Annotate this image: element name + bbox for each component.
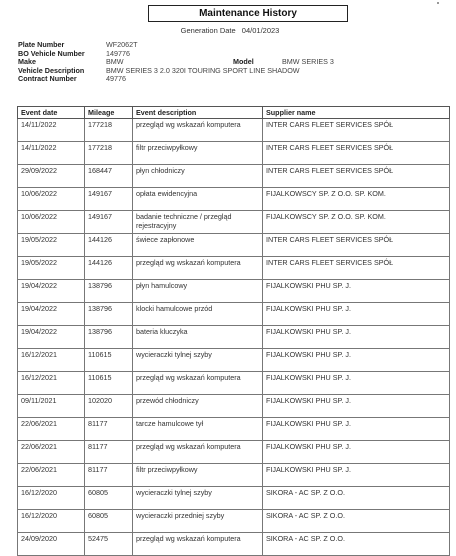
cell-mileage: 168447 [85, 165, 133, 188]
cell-supplier-name: INTER CARS FLEET SERVICES SPÓŁ [263, 142, 450, 165]
header-mileage: Mileage [85, 107, 133, 119]
table-row [18, 234, 450, 257]
generation-date-label: Generation Date [180, 26, 236, 35]
contract-value: 49776 [106, 74, 126, 83]
cell-event-description: bateria kluczyka [133, 326, 263, 349]
table-row [18, 487, 450, 510]
table-row [18, 464, 450, 487]
table-row [18, 349, 450, 372]
cell-mileage: 102020 [85, 395, 133, 418]
cell-supplier-name: FIJALKOWSKI PHU SP. J. [263, 349, 450, 372]
table-row [18, 326, 450, 349]
cell-mileage: 110615 [85, 372, 133, 395]
cell-event-description: przegląd wg wskazań komputera [133, 372, 263, 395]
cell-supplier-name: FIJALKOWSCY SP. Z O.O. SP. KOM. [263, 211, 450, 234]
cell-event-description: płyn hamulcowy [133, 280, 263, 303]
cell-event-date: 24/09/2020 [18, 533, 85, 556]
cell-supplier-name: FIJALKOWSCY SP. Z O.O. SP. KOM. [263, 188, 450, 211]
cell-event-date: 29/09/2022 [18, 165, 85, 188]
cell-mileage: 138796 [85, 280, 133, 303]
table-row [18, 257, 450, 280]
cell-event-date: 10/06/2022 [18, 188, 85, 211]
table-row [18, 119, 450, 142]
cell-mileage: 52475 [85, 533, 133, 556]
cell-event-description: przegląd wg wskazań komputera [133, 257, 263, 280]
make-value: BMW [106, 57, 124, 66]
cell-event-description: opłata ewidencyjna [133, 188, 263, 211]
cell-event-date: 16/12/2021 [18, 372, 85, 395]
table-row [18, 280, 450, 303]
cell-supplier-name: SIKORA - AC SP. Z O.O. [263, 487, 450, 510]
cell-supplier-name: FIJALKOWSKI PHU SP. J. [263, 464, 450, 487]
table-row [18, 303, 450, 326]
cell-event-date: 10/06/2022 [18, 211, 85, 234]
cell-mileage: 138796 [85, 326, 133, 349]
cell-event-date: 22/06/2021 [18, 464, 85, 487]
scan-speck [437, 2, 439, 4]
table-row [18, 188, 450, 211]
page-title: Maintenance History [148, 5, 348, 22]
cell-event-date: 19/04/2022 [18, 326, 85, 349]
maintenance-table [17, 106, 450, 556]
cell-supplier-name: FIJALKOWSKI PHU SP. J. [263, 395, 450, 418]
cell-supplier-name: INTER CARS FLEET SERVICES SPÓŁ [263, 165, 450, 188]
cell-event-date: 22/06/2021 [18, 441, 85, 464]
cell-event-description: wycieraczki tylnej szyby [133, 487, 263, 510]
cell-event-date: 19/04/2022 [18, 303, 85, 326]
cell-mileage: 81177 [85, 441, 133, 464]
cell-mileage: 138796 [85, 303, 133, 326]
cell-event-date: 16/12/2021 [18, 349, 85, 372]
cell-mileage: 81177 [85, 464, 133, 487]
plate-value: WF2062T [106, 40, 138, 49]
cell-supplier-name: INTER CARS FLEET SERVICES SPÓŁ [263, 119, 450, 142]
cell-supplier-name: FIJALKOWSKI PHU SP. J. [263, 418, 450, 441]
cell-event-description: filtr przeciwpyłkowy [133, 142, 263, 165]
description-value: BMW SERIES 3 2.0 320I TOURING SPORT LINE SHADOW [106, 65, 300, 75]
cell-event-description: wycieraczki tylnej szyby [133, 349, 263, 372]
table-row [18, 533, 450, 556]
cell-mileage: 177218 [85, 142, 133, 165]
bo-value: 149776 [106, 48, 130, 58]
cell-supplier-name: INTER CARS FLEET SERVICES SPÓŁ [263, 234, 450, 257]
cell-event-description: badanie techniczne / przegląd rejestracyjny [133, 211, 263, 234]
cell-event-date: 16/12/2020 [18, 487, 85, 510]
cell-supplier-name: FIJALKOWSKI PHU SP. J. [263, 303, 450, 326]
cell-supplier-name: FIJALKOWSKI PHU SP. J. [263, 372, 450, 395]
cell-event-description: przegląd wg wskazań komputera [133, 119, 263, 142]
cell-event-date: 19/04/2022 [18, 280, 85, 303]
cell-supplier-name: SIKORA - AC SP. Z O.O. [263, 533, 450, 556]
cell-supplier-name: FIJALKOWSKI PHU SP. J. [263, 280, 450, 303]
model-label: Model [233, 57, 254, 66]
cell-mileage: 60805 [85, 510, 133, 533]
cell-mileage: 81177 [85, 418, 133, 441]
cell-mileage: 110615 [85, 349, 133, 372]
cell-event-description: przewód chłodniczy [133, 395, 263, 418]
cell-mileage: 149167 [85, 211, 133, 234]
cell-mileage: 177218 [85, 119, 133, 142]
cell-supplier-name: SIKORA - AC SP. Z O.O. [263, 510, 450, 533]
table-row [18, 142, 450, 165]
plate-label: Plate Number [18, 40, 65, 49]
cell-event-description: filtr przeciwpyłkowy [133, 464, 263, 487]
contract-label: Contract Number [18, 74, 77, 83]
cell-event-description: tarcze hamulcowe tył [133, 418, 263, 441]
table-row [18, 510, 450, 533]
make-label: Make [18, 57, 36, 66]
generation-date-value: 04/01/2023 [241, 26, 280, 35]
bo-label: BO Vehicle Number [18, 48, 85, 58]
description-label: Vehicle Description [18, 65, 85, 75]
cell-event-description: przegląd wg wskazań komputera [133, 441, 263, 464]
cell-event-date: 09/11/2021 [18, 395, 85, 418]
table-row [18, 372, 450, 395]
generation-date-line [0, 26, 456, 35]
cell-event-date: 19/05/2022 [18, 234, 85, 257]
cell-event-description: wycieraczki przedniej szyby [133, 510, 263, 533]
cell-event-date: 22/06/2021 [18, 418, 85, 441]
cell-supplier-name: FIJALKOWSKI PHU SP. J. [263, 441, 450, 464]
table-row [18, 418, 450, 441]
cell-event-description: płyn chłodniczy [133, 165, 263, 188]
header-event-date: Event date [18, 107, 85, 119]
cell-event-date: 14/11/2022 [18, 142, 85, 165]
cell-supplier-name: INTER CARS FLEET SERVICES SPÓŁ [263, 257, 450, 280]
header-supplier-name: Supplier name [263, 107, 450, 119]
header-event-description: Event description [133, 107, 263, 119]
cell-event-description: klocki hamulcowe przód [133, 303, 263, 326]
cell-event-description: przegląd wg wskazań komputera [133, 533, 263, 556]
table-row [18, 441, 450, 464]
cell-mileage: 144126 [85, 257, 133, 280]
model-value: BMW SERIES 3 [282, 57, 334, 66]
cell-event-description: świece zapłonowe [133, 234, 263, 257]
table-header-row [18, 107, 450, 119]
table-row [18, 211, 450, 234]
cell-supplier-name: FIJALKOWSKI PHU SP. J. [263, 326, 450, 349]
cell-mileage: 60805 [85, 487, 133, 510]
table-row [18, 395, 450, 418]
cell-mileage: 149167 [85, 188, 133, 211]
table-row [18, 165, 450, 188]
cell-event-date: 14/11/2022 [18, 119, 85, 142]
cell-event-date: 19/05/2022 [18, 257, 85, 280]
cell-event-date: 16/12/2020 [18, 510, 85, 533]
cell-mileage: 144126 [85, 234, 133, 257]
